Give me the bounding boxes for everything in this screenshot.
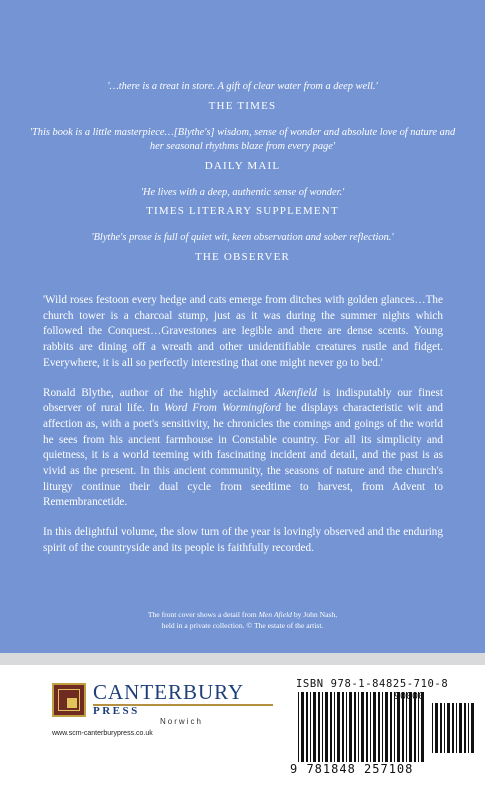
canterbury-crest-icon [52, 683, 86, 717]
credit-line: held in a private collection. © The estate of the artist. [161, 621, 324, 630]
quote-source: THE TIMES [208, 99, 277, 112]
about-text: Ronald Blythe, author of the highly acclaimed [43, 386, 275, 399]
quote-text: 'Blythe's prose is full of quiet wit, keen observation and sober reflection.' [91, 232, 394, 243]
closing-paragraph: In this delightful volume, the slow turn of the year is lovingly observed and the enduring spirit of the countryside and its people is faithfully recorded. [43, 526, 443, 554]
book-title: Word From Wormingford [163, 402, 281, 415]
cover-credit [0, 609, 485, 631]
crest-frame [58, 689, 80, 711]
publisher-subname: PRESS [93, 705, 140, 717]
artwork-title: Men Afield [258, 610, 292, 619]
excerpt-paragraph: 'Wild roses festoon every hedge and cats emerge from ditches with golden glances…The church tower is a charcoal stump, just as it was during the summer nights which followed the Conquest…Gravestones are legible and there are dense scents. Young rabbits are dining off a wreath and other unidentifiable creatures rustle and fidget. Everywhere, it is all so perfectly interesting that one might never go to bed.' [43, 294, 443, 369]
about-text: is indisputably our finest observer of rural life. In [43, 386, 443, 415]
book-title: Akenfield [274, 386, 317, 399]
credit-text: The front cover shows a detail from [147, 610, 259, 619]
blurb [43, 293, 443, 571]
publisher-url: www.scm-canterburypress.co.uk [52, 730, 153, 737]
credit-line [0, 609, 485, 620]
isbn-label: ISBN 978-1-84825-710-8 [296, 678, 449, 690]
about-text: he displays characteristic wit and affection as, with a poet's sensitivity, he chronicles the comings and goings of the world he sees from his ancient farmhouse in Constable country. For all its simplicity and quietness, it is a world teeming with fascinating incident and detail, and the past is as vivid as the present. In this ancient community, the seasons of nature and the church's liturgy continue their dual cycle from seedtime to harvest, from Advent to Remembrancetide. [43, 402, 444, 509]
crest-emblem [67, 698, 77, 708]
credit-text: by John Nash, [291, 610, 338, 619]
publisher-name: CANTERBURY [93, 680, 245, 704]
about-paragraph [43, 386, 443, 512]
addon-barcode-icon [432, 703, 474, 753]
quote-text: 'This book is a little masterpiece…[Blythe's] wisdom, sense of wonder and absolute love of nature and her seasonal rhythms blaze from every page' [29, 126, 456, 152]
quote-text: 'He lives with a deep, authentic sense of wonder.' [140, 186, 345, 198]
publisher-city: Norwich [160, 717, 203, 726]
review-quotes [0, 80, 485, 277]
quote-text: '…there is a treat in store. A gift of clear water from a deep well.' [107, 81, 378, 92]
quote-source: THE OBSERVER [194, 250, 291, 263]
quote-source: DAILY MAIL [204, 159, 281, 172]
divider-band [0, 653, 485, 665]
barcode-digits: 9 781848 257108 [290, 762, 414, 776]
barcode-icon [298, 692, 428, 762]
quote-source: TIMES LITERARY SUPPLEMENT [146, 205, 339, 217]
